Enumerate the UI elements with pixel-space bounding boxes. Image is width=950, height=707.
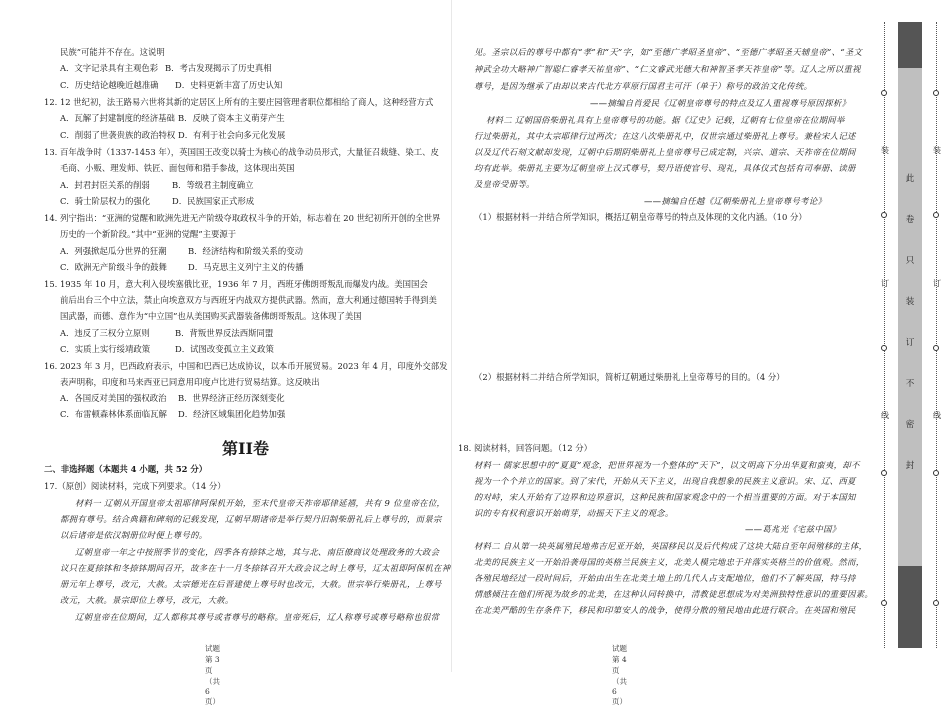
q13-options-2: C．骑士阶层权力的强化 D．民族国家正式形成 <box>60 196 255 206</box>
section-heading: 二、非选择题（本题共 4 小题，共 52 分） <box>44 464 208 474</box>
q15-stem-2: 前后出台三个中立法，禁止向埃意双方与西班牙内战双方提供武器。然而，意大利通过德国转手得到美 <box>60 295 437 305</box>
q18-material1-line: 的对峙，宋人开始有了边界和边界意识，这种民族和国家观念中的一个相当重要的方面。对于本国知 <box>474 492 856 502</box>
side-label: 装 <box>933 146 941 155</box>
outer-dotted-line <box>936 22 938 648</box>
q14-stem-1: 14. 列宁指出：“亚洲的觉醒和欧洲先进无产阶级夺取政权斗争的开始，标志着在 20 世纪初所开创的全世界 <box>44 213 441 223</box>
q17-material-cont: 神武全功大略神广智聪仁睿孝天祐皇帝”、“仁文睿武光德大和神智圣孝天祚皇帝”等。辽人之所以重视 <box>474 64 861 74</box>
q17-material-line: 辽朝皇帝一年之中按照季节的变化，四季各有捺钵之地，其与北、南臣僚商议处理政务的大政会 <box>75 547 440 557</box>
strip-char: 卷 <box>905 215 915 225</box>
q12-stem: 12. 12 世纪初，法王路易六世将其新的定居区上所有的主要庄园管理者职位都相给了商人，这种经营方式 <box>44 97 434 107</box>
ring-icon <box>881 345 887 351</box>
q11-options-2: C．历史结论越晚近越准确 D．史料更新丰富了历史认知 <box>60 80 283 90</box>
q17-sub1: （1）根据材料一并结合所学知识，概括辽朝皇帝尊号的特点及体现的文化内涵。（10 分） <box>474 212 807 222</box>
side-label: 订 <box>933 279 941 288</box>
ring-icon <box>933 345 939 351</box>
q17-title: 17.（原创）阅读材料，完成下列要求。（14 分） <box>44 481 226 491</box>
q17-material-line: 议只在夏捺钵和冬捺钵期间召开，故多在十一月冬捺钵召开大政会议之时上尊号，辽太祖即阿保机在神 <box>60 563 451 573</box>
q18-material1-line: 材料一 儒家思想中的“夏夏”观念，把世界视为一个整体的“天下”，以文明高下分出华夏和蛮夷，却不 <box>474 460 860 470</box>
q17-material2-line: 行过柴册礼，其中太宗耶律行过两次；在这八次柴册礼中，仅世宗通过柴册礼上尊号。兼检宋人记述 <box>474 131 856 141</box>
ring-icon <box>881 212 887 218</box>
q14-stem-2: 历史的一个新阶段。”其中“亚洲的觉醒”主要源于 <box>60 229 237 239</box>
binding-strip <box>898 22 922 648</box>
side-label: 装 <box>881 146 889 155</box>
q18-material1-line: 视为一个个并立的国家。到了宋代，开始从天下主义，出现自我想象的民族主义意识。宋、辽、西夏 <box>474 476 856 486</box>
q17-material2-line: 材料二 辽朝国俗柴册礼具有上皇帝尊号的功能。据《辽史》记载，辽朝有七位皇帝在位期间举 <box>486 115 845 125</box>
q11-stem-end: 民族”可能并不存在。这说明 <box>60 47 165 57</box>
q17-material-cont: 见。圣宗以后的尊号中都有“孝”和“天”字，如“至德广孝昭圣皇帝”、“至德广孝昭圣天辅皇帝”、“圣文 <box>474 47 863 57</box>
q12-options-1: A．瓦解了封建制度的经济基础 B．反映了资本主义萌芽产生 <box>60 113 285 123</box>
q18-material2-line: 北美的民族主义一开始沿袭母国的英格兰民族主义，北美人模完地忠于并落实英格兰的价值观。然而， <box>474 557 865 567</box>
q13-stem-2: 毛商、小贩、理发师、铁匠、面包师和猎手参战，这体现出英国 <box>60 163 295 173</box>
q11-options-1: A．文字记录具有主观色彩 B．考古发现揭示了历史真相 <box>60 63 272 73</box>
source-citation: ——葛兆光《宅兹中国》 <box>745 524 841 534</box>
q13-options-1: A．封君封臣关系的削弱 B．等级君主制度确立 <box>60 180 254 190</box>
q16-stem-2: 表声明称，印度和马来西亚已同意用印度卢比进行贸易结算。这反映出 <box>60 377 320 387</box>
left-footer: 试题 第 3页（共 6页） <box>205 644 220 706</box>
q17-material2-line: 以及辽代石刻文献却发现，辽朝中后期阴柴册礼上皇帝尊号已成定制，兴宗、道宗、天祚帝在位期间 <box>474 147 856 157</box>
q15-stem-3: 国武器，而德、意作为“中立国”也从美国购买武器装备佛朗哥叛乱。这体现了美国 <box>60 311 362 321</box>
q18-material2-line: 情感倾注在他们所视为故乡的北美，在这种认同转换中，清教徒思想成为对美洲独特性意识的重要因素。 <box>474 589 874 599</box>
q17-material2-line: 均有此举。柴册礼主要为辽朝皇帝上汉式尊号，契丹语使官号、现礼，具体仪式包括有司奉册、读册 <box>474 163 856 173</box>
q15-options-2: C．实质上实行绥靖政策 D．试图改变孤立主义政策 <box>60 344 274 354</box>
q13-stem-1: 13. 百年战争时（1337-1453 年），英国国王改变以骑士为核心的战争动员形式，大量征召裁缝、染工、皮 <box>44 147 439 157</box>
right-footer: 试题 第 4页（共 6页） <box>612 644 627 706</box>
q16-options-1: A．各国反对美国的强权政治 B．世界经济正经历深刻变化 <box>60 393 285 403</box>
ring-icon <box>881 90 887 96</box>
strip-char: 只 <box>905 256 915 266</box>
strip-char: 封 <box>905 461 915 471</box>
q17-material-line: 以后诸帝是依汉制册位时便上尊号的。 <box>60 530 208 540</box>
ring-icon <box>933 212 939 218</box>
q14-options-2: C．欧洲无产阶级斗争的鼓舞 D．马克思主义列宁主义的传播 <box>60 262 304 272</box>
strip-bottom-block <box>898 566 922 648</box>
q18-material2-line: 各殖民地经过一段时间后，开始由出生在北美土地上的几代人占支配地位，他们不了解英国，特马持 <box>474 573 856 583</box>
section-title: 第II卷 <box>222 439 269 458</box>
side-label: 线 <box>881 411 889 420</box>
q18-title: 18. 阅读材料，回答问题。（12 分） <box>458 443 592 453</box>
q14-options-1: A．列强掀起瓜分世界的狂潮 B．经济结构和阶级关系的变动 <box>60 246 304 256</box>
strip-char: 不 <box>905 379 915 389</box>
q16-stem-1: 16. 2023 年 3 月，巴西政府表示，中国和巴西已达成协议，以本币开展贸易。2023 年 4 月，印度外交部发 <box>44 361 448 371</box>
ring-icon <box>933 90 939 96</box>
strip-char: 订 <box>905 338 915 348</box>
source-citation: ——摘编自肖爱民《辽朝皇帝尊号的特点及辽人重视尊号原因探析》 <box>590 98 851 108</box>
q17-material-cont: 尊号，是因为继承了由却以来古代北方草原行国君主可汗（单于）称号的政治文化传统。 <box>474 81 813 91</box>
q17-material-line: 册元年上尊号，改元，大赦。太宗德光在后晋建使上尊号时也改元，大赦。世宗举行柴册礼，上尊号 <box>60 579 442 589</box>
q17-material2-line: 及皇帝受册等。 <box>474 179 535 189</box>
strip-top-block <box>898 22 922 68</box>
ring-icon <box>933 600 939 606</box>
q12-options-2: C．削弱了世袭贵族的政治特权 D．有利于社会向多元化发展 <box>60 130 286 140</box>
q17-material-line: 材料一 辽朝从开国皇帝太祖耶律阿保机开始，至末代皇帝天祚帝耶律延禧，共有 9 位皇帝在位， <box>75 498 446 508</box>
q17-sub2: （2）根据材料二并结合所学知识，简析辽朝通过柴册礼上皇帝尊号的目的。（4 分） <box>474 372 785 382</box>
ring-icon <box>933 470 939 476</box>
ring-icon <box>881 600 887 606</box>
page-divider <box>451 0 452 672</box>
strip-char: 此 <box>905 174 915 184</box>
q17-material-line: 改元，大赦。景宗即位上尊号，改元，大赦。 <box>60 595 234 605</box>
inner-dotted-line <box>884 22 886 648</box>
q17-material-line: 都拥有尊号。结合典籍和碑刻的记载发现，辽朝早期诸帝是举行契丹旧制柴册礼后上尊号的，而景宗 <box>60 514 442 524</box>
q18-material1-line: 识的专有权利意识开始萌芽，动摇天下主义的观念。 <box>474 508 674 518</box>
q18-material2-line: 材料二 自从第一块英属殖民地弗吉尼亚开始，英国移民以及后代构成了这块大陆自至年间殖移的主体， <box>474 541 868 551</box>
ring-icon <box>881 470 887 476</box>
q15-options-1: A．违反了三权分立原则 B．背叛世界反法西斯同盟 <box>60 328 274 338</box>
side-label: 线 <box>933 411 941 420</box>
strip-char: 装 <box>905 297 915 307</box>
q15-stem-1: 15. 1935 年 10 月，意大利入侵埃塞俄比亚，1936 年 7 月，西班牙佛朗哥叛乱而爆发内战。美国国会 <box>44 279 428 289</box>
q18-material2-line: 在北美严酷的生存条件下，移民和印第安人的战争，使得分散的殖民地由此进行联合。在英国和殖民 <box>474 605 856 615</box>
strip-char: 密 <box>905 420 915 430</box>
q16-options-2: C．布雷顿森林体系面临瓦解 D．经济区域集团化趋势加强 <box>60 409 286 419</box>
side-label: 订 <box>881 279 889 288</box>
source-citation: ——摘编自任越《辽朝柴册礼上皇帝尊号考论》 <box>644 196 827 206</box>
q17-material-line: 辽朝皇帝在位期间，辽人都称其尊号或者尊号的略称。皇帝死后，辽人称尊号或尊号略称也很常 <box>75 612 440 622</box>
